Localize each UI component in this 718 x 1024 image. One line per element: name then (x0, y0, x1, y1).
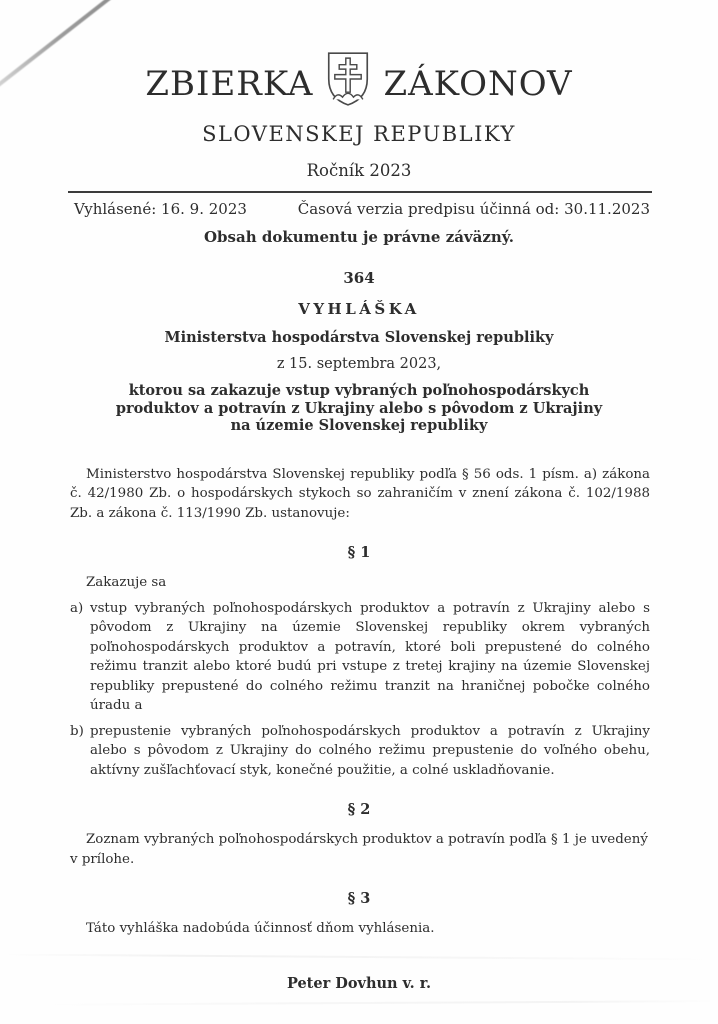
section-2-body: Zoznam vybraných poľnohospodárskych produktov a potravín podľa § 1 je uvedený v prílohe. (70, 832, 648, 867)
masthead-subtitle: SLOVENSKEJ REPUBLIKY (202, 122, 516, 146)
slovak-coat-of-arms-icon (326, 50, 370, 114)
masthead-title (0, 54, 718, 114)
volume-year: Ročník 2023 (306, 161, 412, 180)
masthead-title-left: ZBIERKA (145, 64, 314, 104)
section-1-heading: § 1 (347, 544, 371, 561)
section-3-heading: § 3 (347, 890, 371, 907)
act-body (0, 269, 718, 992)
masthead-title-right: ZÁKONOV (383, 64, 573, 104)
section-1-item-a (70, 599, 650, 716)
item-a-text: vstup vybraných poľnohospodárskych produktov a potravín z Ukrajiny alebo s pôvodom z Ukrajiny na územie Slovenskej republiky okrem vybraných poľnohospodárskych produktov a potravín, ktoré boli prepustené do colného režimu tranzit alebo ktoré budú pri vstupe z tretej krajiny na územie Slovenskej republiky prepustené do colného režimu tranzit na hraničnej pobočke colného úradu a (90, 600, 650, 713)
binding-notice: Obsah dokumentu je právne záväzný. (203, 228, 515, 246)
section-2-heading: § 2 (347, 801, 371, 818)
act-title: ktorou sa zakazuje vstup vybraných poľnohospodárskych produktov a potravín z Ukrajiny alebo s pôvodom z Ukrajiny na územie Slovenskej republiky (115, 382, 603, 434)
effective-version: Časová verzia predpisu účinná od: 30.11.2023 (297, 200, 650, 218)
item-b-text: prepustenie vybraných poľnohospodárskych produktov a potravín z Ukrajiny alebo s pôvodom z Ukrajiny do colného režimu prepustenie do voľného obehu, aktívny zušľachťovací styk, konečné použitie, a colné uskladňovanie. (90, 723, 650, 778)
act-authority: Ministerstva hospodárstva Slovenskej republiky (164, 329, 554, 346)
act-preamble: Ministerstvo hospodárstva Slovenskej republiky podľa § 56 ods. 1 písm. a) zákona č. 42/1980 Zb. o hospodárskych stykoch so zahraničím v znení zákona č. 102/1988 Zb. a zákona č. 113/1990 Zb. ustanovuje: (70, 466, 650, 521)
published-date: Vyhlásené: 16. 9. 2023 (74, 200, 247, 218)
item-a-label: a) (70, 600, 84, 616)
section-1-intro: Zakazuje sa (86, 575, 167, 590)
section-1-item-b (70, 722, 650, 781)
act-number: 364 (343, 269, 375, 287)
section-3-body: Táto vyhláška nadobúda účinnosť dňom vyhlásenia. (86, 921, 435, 936)
item-b-label: b) (70, 723, 84, 739)
act-date-line: z 15. septembra 2023, (276, 356, 442, 372)
act-type: VYHLÁŠKA (298, 300, 420, 318)
masthead (0, 0, 718, 180)
scan-streak-artifact (0, 1000, 718, 1006)
meta-row (0, 193, 718, 218)
signatory-name: Peter Dovhun v. r. (286, 974, 432, 992)
